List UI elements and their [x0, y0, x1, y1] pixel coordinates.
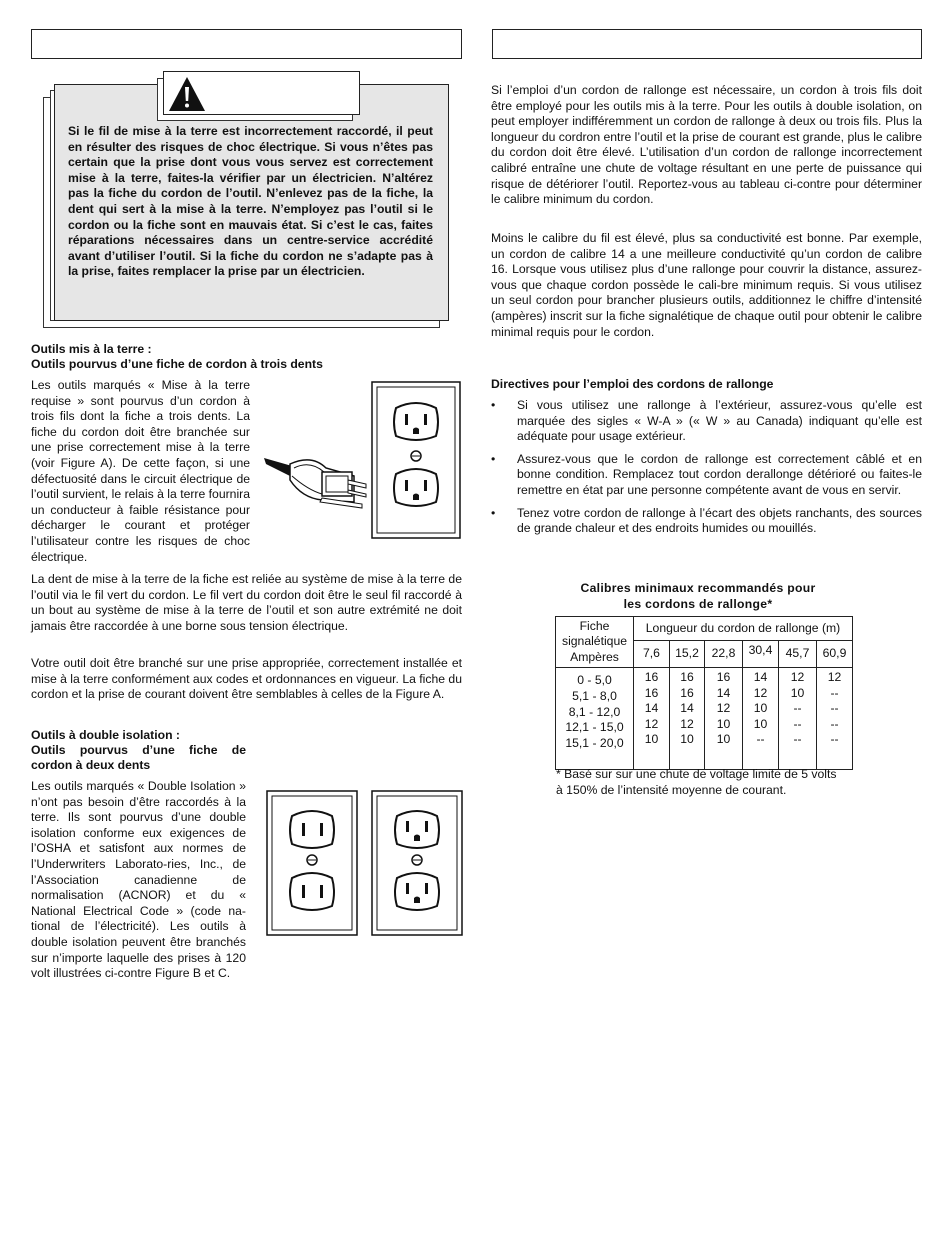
list-item	[491, 506, 922, 537]
gauge-value: 16	[644, 670, 659, 684]
header-fiche-line: Ampères	[570, 649, 619, 664]
gauge-value: 12	[827, 670, 842, 684]
gauge-value: 14	[680, 701, 694, 715]
gauge-value: --	[830, 732, 839, 746]
gauge-value: --	[830, 701, 839, 715]
gauge-column	[670, 668, 705, 770]
length-header: 22,8	[705, 641, 743, 668]
gauge-value: 12	[716, 701, 731, 715]
gauge-value: 10	[790, 685, 805, 700]
double-title-1: Outils à double isolation :	[31, 728, 180, 742]
gauge-column	[779, 668, 817, 770]
grounded-paragraph-1: Les outils marqués « Mise à la terre requise » sont pourvus d’un cordon à trois fils dont la fiche a trois dents. La fiche du cordon doit être branchée sur une prise correctement mise à la terre (voir Figure A). De cette façon, si une défectuosité dans le circuit électrique de l’outil survient, le relais à la terre fournira un conducteur à faible résistance pour décharger le courant et protéger l’utilisateur contre les risques de choc électrique.	[31, 378, 250, 564]
three-prong-plug-icon	[264, 458, 366, 508]
table-title-1: Calibres minimaux recommandés pour	[580, 581, 816, 595]
amps-value: 5,1 - 8,0	[572, 688, 617, 703]
bullet: •	[491, 451, 496, 466]
bullet: •	[491, 398, 496, 412]
directive-text: Si vous utilisez une rallonge à l’extérieur, assurez-vous qu’elle est marquée des sigles « W-A » (« W » au Canada) indiquant qu’elle est adéquate pour usage extérieur.	[517, 398, 922, 444]
header-fiche	[556, 617, 634, 668]
double-paragraph-1: Les outils marqués « Double Isolation » n’ont pas besoin d’être raccordés à la terre. Ils sont pourvus d’une double isolation conforme eux exigences de l’OSHA et satisfont aux normes de l’Underwriters Laborato-ries, Inc., de l’Association canadienne de normalisation (ACNOR) et du « National Electrical Code » (code na-tional de l’électricité). Les outils à double isolation peuvent être branchés sur n’importe laquelle des prises à 120 volt illustrées ci-contre Figure B et C.	[31, 779, 246, 981]
gauge-value: 12	[753, 685, 768, 700]
figure-b-outlet	[266, 790, 358, 936]
table-footnote: * Basé sur sur une chute de voltage limite de 5 volts à 150% de l’intensité moyenne de courant.	[556, 767, 837, 797]
header-fiche-line: signalétique	[561, 634, 628, 649]
length-header: 45,7	[779, 641, 817, 668]
directives-title: Directives pour l’emploi des cordons de rallonge	[491, 377, 774, 391]
header-length: Longueur du cordon de rallonge (m)	[634, 617, 853, 641]
gauge-value: 10	[753, 716, 768, 731]
amps-value: 0 - 5,0	[577, 673, 612, 687]
gauge-value: 10	[644, 732, 659, 746]
gauge-value: 10	[680, 732, 694, 746]
grounded-paragraph-2: La dent de mise à la terre de la fiche est reliée au système de mise à la terre de l’outil via le fil vert du cordon. Le fil vert du cordon doit être le seul fil raccordé à un bout au système de mise à la terre de l’outil et son autre extrémité ne doit jamais être raccordée à une borne sous tension électrique.	[31, 572, 462, 633]
gauge-value: 10	[716, 716, 731, 731]
double-title-3: cordon à deux dents	[31, 758, 151, 772]
list-item	[491, 398, 922, 445]
directive-text: Tenez votre cordon de rallonge à l’écart des objets ranchants, des sources de grande chaleur et des endroits humides ou mouillés.	[517, 505, 922, 536]
gauge-value: --	[830, 685, 839, 700]
header-fiche-line: Fiche	[579, 618, 610, 633]
amps-value: 12,1 - 15,0	[565, 720, 624, 735]
extension-paragraph-2: Moins le calibre du fil est élevé, plus sa conductivité est bonne. Par exemple, un cordon de calibre 14 a une meilleure conductivité qu’un cordon de calibre 16. Lorsque vous utilisez plus d’une rallonge pour couvrir la distance, assurez-vous que chaque cordon possède le cali-bre minimum requis. Si vous utilisez un seul cordon pour brancher plusieurs outils, additionnez le chiffre d’intensité (ampères) inscrit sur la fiche signalétique de chaque outil pour obtenir le calibre minimal requis pour le cordon.	[491, 231, 922, 339]
gauge-value: --	[756, 732, 765, 746]
section-header-right	[492, 29, 922, 59]
gauge-value: --	[793, 716, 802, 731]
gauge-column	[705, 668, 743, 770]
gauge-value: 16	[644, 685, 659, 700]
gauge-value: 12	[680, 716, 694, 731]
bullet: •	[491, 505, 496, 520]
gauge-value: --	[793, 701, 802, 715]
section-header-left	[31, 29, 462, 59]
gauge-value: 10	[716, 732, 731, 746]
gauge-column	[817, 668, 853, 770]
gauge-column	[634, 668, 670, 770]
calibre-table	[555, 616, 853, 770]
length-header: 15,2	[670, 641, 705, 668]
gauge-value: 12	[644, 716, 659, 731]
warning-text: Si le fil de mise à la terre est incorrectement raccordé, il peut en résulter des risques de choc électrique. Si vous n’êtes pas certain que la prise dont vous vous servez est correctement mise à la terre, faites-la vérifier par un électricien. N’altérez pas la fiche du cordon de l’outil. N’enlevez pas de la fiche, la dent qui sert à la mise à la terre. N’employez pas l’outil si le cordon ou la fiche sont en mauvais état. Si c’est le cas, faites réparations nécessaires dans un centre-service accrédité avant d’utiliser l’outil. Si la fiche du cordon ne s’adapte pas à la prise, faites remplacer la prise par un électricien.	[68, 124, 433, 279]
gauge-value: 12	[790, 670, 805, 684]
gauge-value: 14	[716, 685, 731, 700]
list-item	[491, 452, 922, 499]
amps-value: 15,1 - 20,0	[565, 736, 624, 751]
extension-paragraph-1: Si l’emploi d’un cordon de rallonge est nécessaire, un cordon à trois fils doit être employé pour les outils mis à la terre. Pour les outils à double isolation, on peut employer indifféremment un cordon de rallonge à deux ou trois fils. Plus la longueur du cordron entre l’outil et la prise de courant est grande, plus le calibre du cordon doit être élevé. L’utilisation d’un cordon de rallonge incorrectement calibré entraîne une chute de voltage résultant en une perte de puissance qui risque de détériorer l’outil. Reportez-vous au tableau ci-contre pour déterminer le calibre minimum du cordon.	[491, 83, 922, 207]
table-title-2: les cordons de rallonge*	[623, 597, 773, 611]
gauge-value: 16	[716, 670, 731, 684]
figure-c-outlet	[371, 790, 463, 936]
directives-list	[491, 398, 922, 544]
gauge-column	[743, 668, 779, 770]
grounded-title-1: Outils mis à la terre :	[31, 342, 152, 356]
grounded-paragraph-3: Votre outil doit être branché sur une prise appropriée, correctement installée et mise à la terre conformément aux codes et ordonnances en vigueur. La fiche du cordon et la prise de courant doivent être semblables à celles de la Figure A.	[31, 656, 462, 702]
gauge-value: --	[793, 732, 802, 746]
gauge-value: --	[830, 716, 839, 731]
length-header: 60,9	[817, 641, 853, 668]
amps-value: 8,1 - 12,0	[568, 704, 621, 719]
gauge-value: 14	[644, 701, 659, 715]
grounded-title-2: Outils pourvus d’une fiche de cordon à trois dents	[31, 357, 323, 371]
gauge-value: 16	[680, 670, 694, 684]
warning-tab	[163, 71, 360, 115]
warning-triangle-icon	[167, 75, 207, 113]
amps-cell	[556, 668, 634, 770]
gauge-value: 14	[753, 670, 768, 684]
directive-text: Assurez-vous que le cordon de rallonge est correctement câblé et en bonne condition. Remplacez tout cordon derallonge détérioré ou faites-le remettre en état par une personne compétente avant de vous en servir.	[517, 451, 922, 497]
double-title-2: Outils pourvus d’une fiche de	[31, 743, 246, 757]
length-header: 30,4	[743, 641, 779, 668]
gauge-value: 10	[753, 701, 768, 715]
figure-a-grounded-outlet	[262, 380, 462, 542]
gauge-value: 16	[680, 685, 694, 700]
length-header: 7,6	[634, 641, 670, 668]
